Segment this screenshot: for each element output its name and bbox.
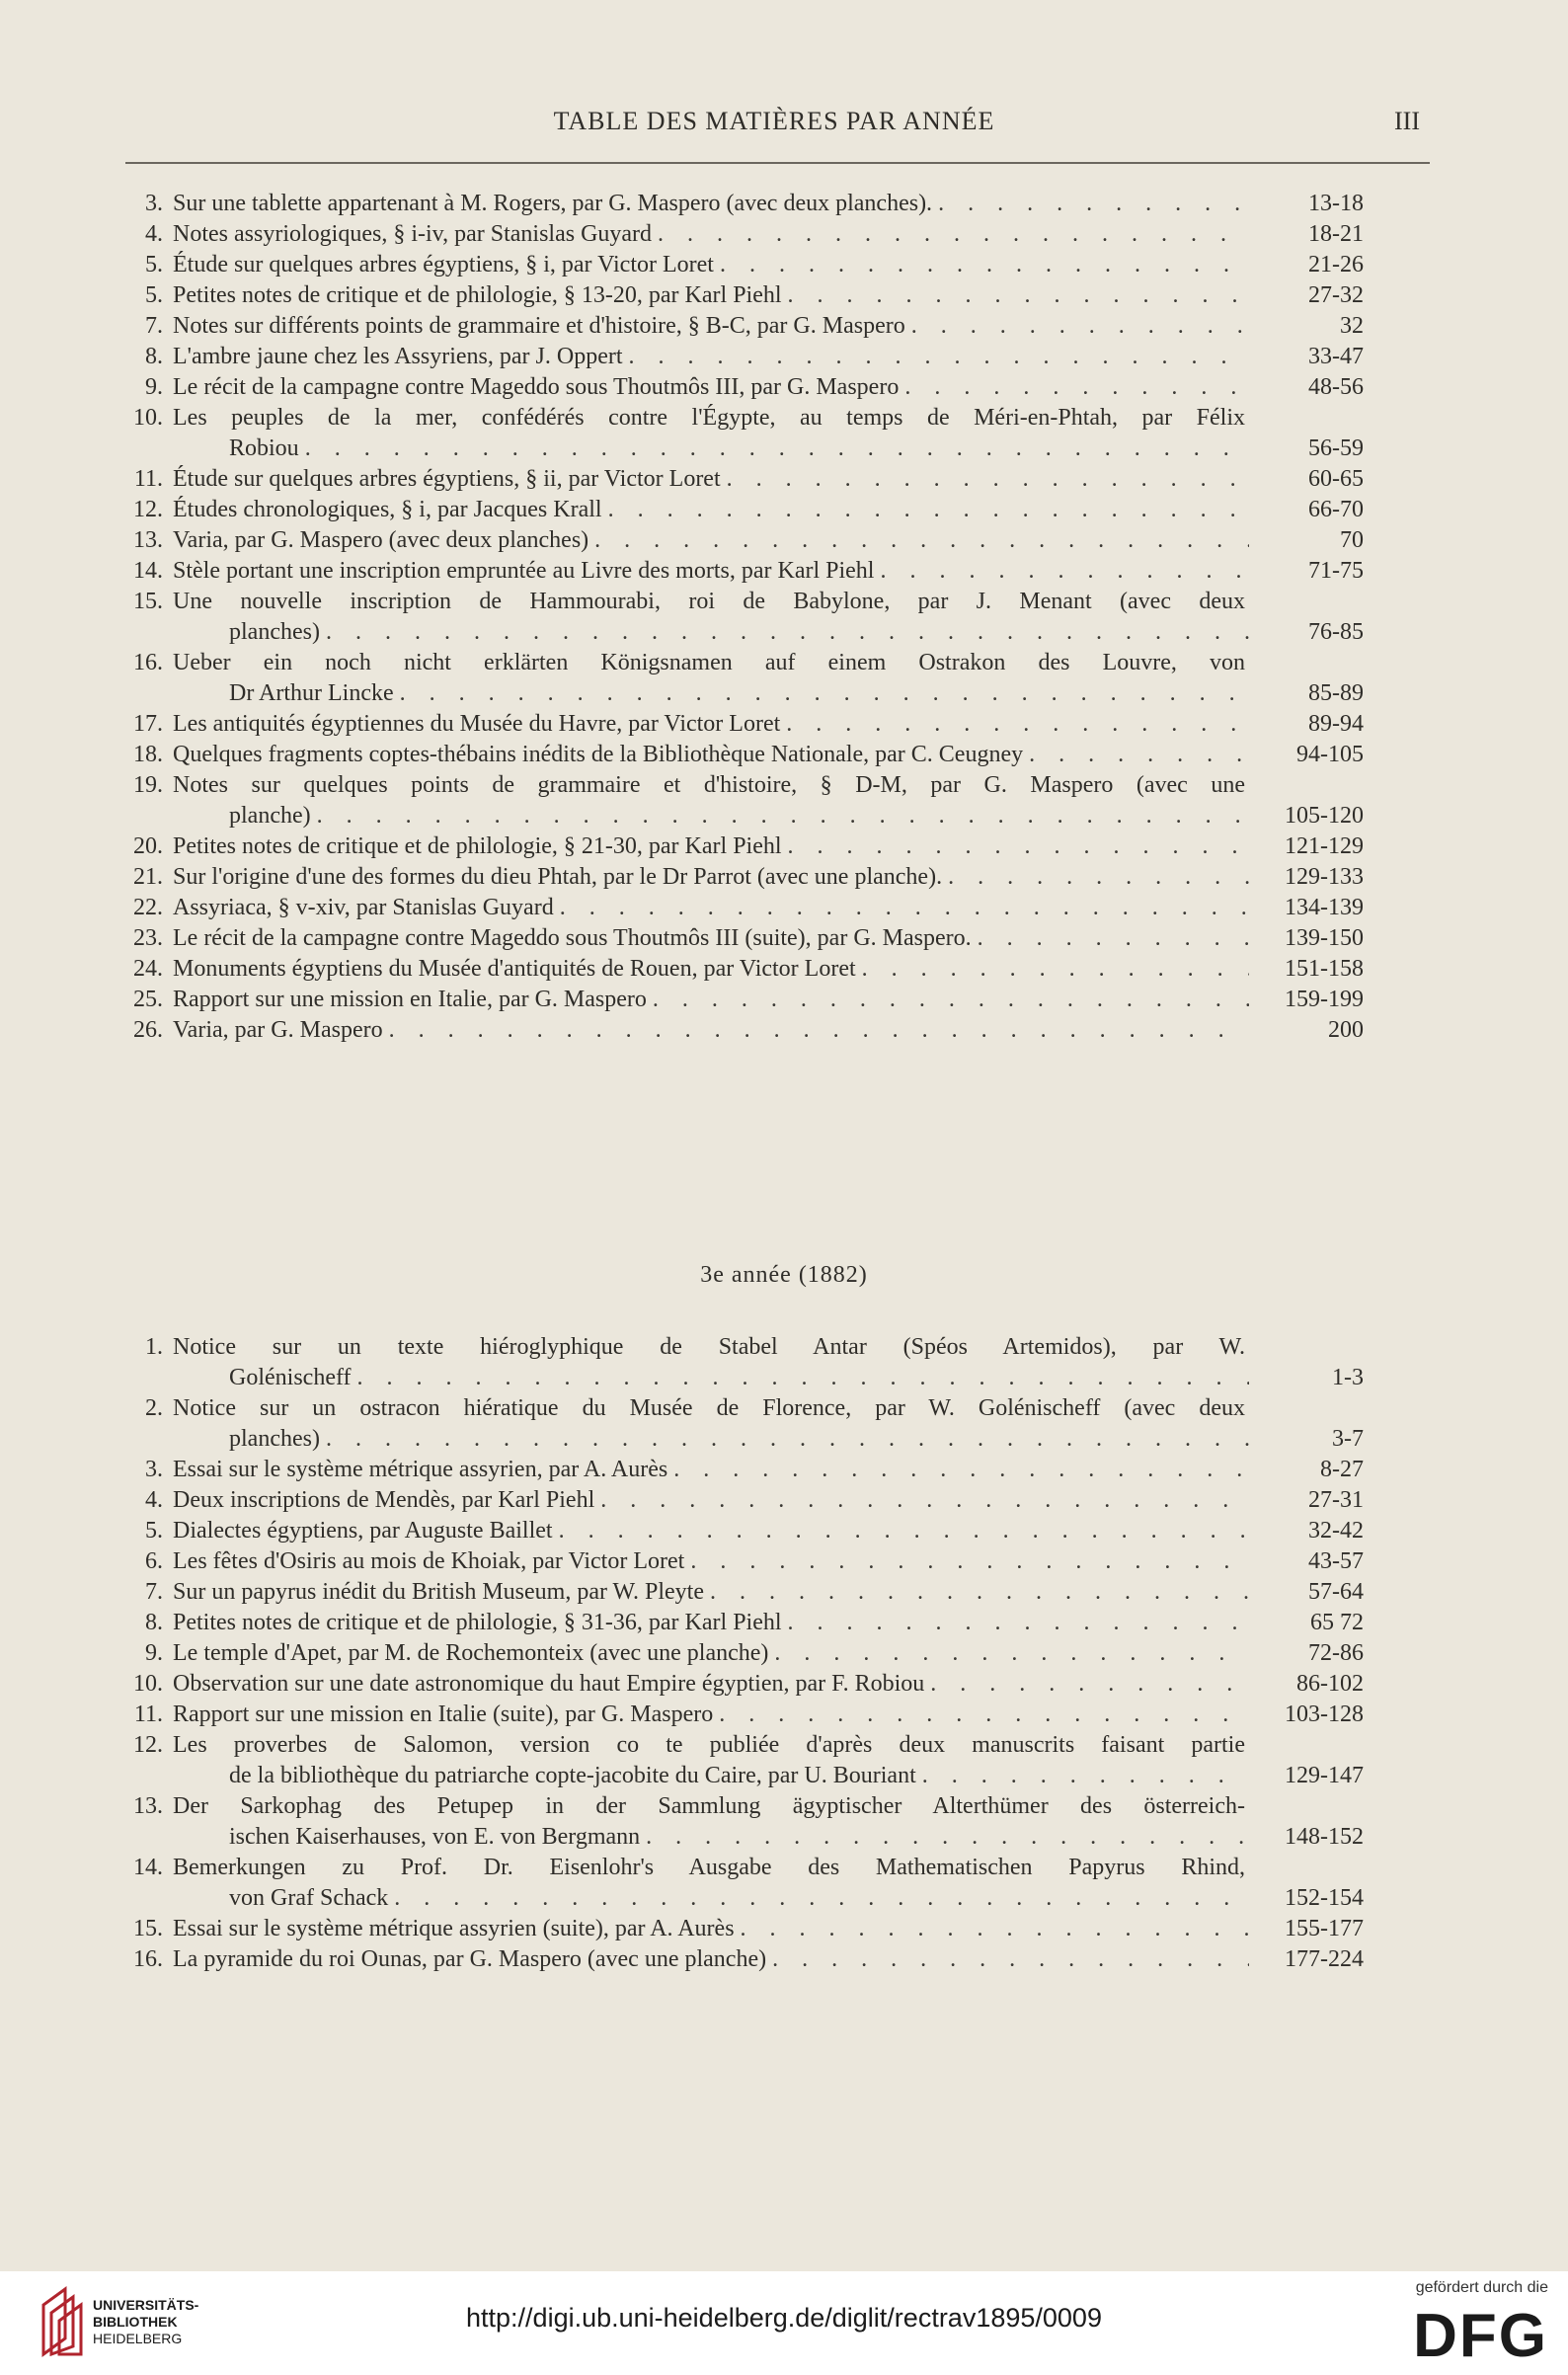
entry-pages: 18-21 [1308,221,1364,247]
entry-title: Deux inscriptions de Mendès, par Karl Piehl [173,1487,595,1513]
entry-number: 2. [145,1395,163,1421]
header-page-number: III [1394,107,1420,135]
dot-leader [658,219,1249,250]
entry-number: 16. [133,650,163,675]
entry-title: Sur une tablette appartenant à M. Rogers, par G. Maspero (avec deux planches). [173,191,933,216]
entry-number: 10. [133,405,163,431]
entry-number: 13. [133,527,163,553]
entry-number: 11. [133,466,163,492]
dot-leader [774,1638,1249,1669]
funded-by-label: gefördert durch die [1415,2279,1548,2296]
toc-entry [123,1577,1364,1608]
entry-title: Les fêtes d'Osiris au mois de Khoiak, par Victor Loret [173,1548,685,1574]
dot-leader [317,801,1249,831]
entry-number: 12. [133,1732,163,1758]
entry-number: 21. [133,864,163,890]
entry-pages: 71-75 [1308,558,1364,584]
entry-title: Petites notes de critique et de philologie, § 21-30, par Karl Piehl [173,833,782,859]
dot-leader [608,495,1249,525]
dot-leader [930,1669,1249,1700]
entry-title: Varia, par G. Maspero [173,1017,383,1043]
entry-number: 5. [145,1518,163,1544]
entry-number: 4. [145,221,163,247]
dot-leader [788,1608,1249,1638]
entry-pages: 89-94 [1308,711,1364,737]
dot-leader [394,1883,1249,1914]
entry-number: 17. [133,711,163,737]
entry-pages: 148-152 [1285,1824,1364,1850]
entry-number: 7. [145,313,163,339]
entry-pages: 105-120 [1285,803,1364,829]
entry-pages: 32 [1340,313,1364,339]
toc-entry [123,1393,1364,1455]
entry-pages: 60-65 [1308,466,1364,492]
entry-number: 8. [145,344,163,369]
toc-entry [123,1455,1364,1485]
entry-pages: 57-64 [1308,1579,1364,1605]
dot-leader [560,893,1249,923]
entry-title: Rapport sur une mission en Italie, par G. Maspero [173,987,647,1012]
toc-entry [123,923,1364,954]
dot-leader [400,678,1249,709]
entry-number: 26. [133,1017,163,1043]
entry-title: Dialectes égyptiens, par Auguste Baillet [173,1518,553,1544]
entry-title: Petites notes de critique et de philologie, § 13-20, par Karl Piehl [173,282,782,308]
entry-pages: 76-85 [1308,619,1364,645]
entry-title: Varia, par G. Maspero (avec deux planches) [173,527,589,553]
toc-entry [123,1516,1364,1546]
dot-leader [948,862,1249,893]
entry-pages: 1-3 [1332,1365,1364,1390]
entry-number: 6. [145,1548,163,1574]
entry-number: 23. [133,925,163,951]
entry-title: Notice sur un texte hiéroglyphique de Stabel Antar (Spéos Artemidos), par W. [173,1334,1245,1360]
entry-pages: 200 [1328,1017,1364,1043]
dot-leader [673,1455,1249,1485]
dot-leader [559,1516,1249,1546]
toc-entry [123,1332,1364,1393]
entry-pages: 129-133 [1285,864,1364,890]
source-url-link[interactable]: http://digi.ub.uni-heidelberg.de/diglit/rectrav1895/0009 [466,2303,1102,2333]
entry-title: ischen Kaiserhauses, von E. von Bergmann [229,1824,641,1850]
toc-entry [123,280,1364,311]
entry-title: Le récit de la campagne contre Mageddo sous Thoutmôs III, par G. Maspero [173,374,900,400]
entry-title: Dr Arthur Lincke [229,680,394,706]
dot-leader [788,280,1249,311]
dot-leader [1029,740,1249,770]
entry-number: 3. [145,1457,163,1482]
entry-title: von Graf Schack [229,1885,389,1911]
toc-entry [123,219,1364,250]
entry-title: Notes sur quelques points de grammaire et d'histoire, § D-M, par G. Maspero (avec une [173,772,1245,798]
toc-entry [123,1853,1364,1914]
dot-leader [719,1700,1249,1730]
toc-entry [123,525,1364,556]
dot-leader [862,954,1249,985]
entry-number: 5. [145,282,163,308]
entry-title: Golénischeff [229,1365,352,1390]
toc-entry [123,311,1364,342]
entry-pages: 27-31 [1308,1487,1364,1513]
dot-leader [653,985,1249,1015]
dot-leader [720,250,1249,280]
toc-entry [123,1669,1364,1700]
toc-entry [123,1608,1364,1638]
entry-number: 14. [133,558,163,584]
entry-title: L'ambre jaune chez les Assyriens, par J. Oppert [173,344,623,369]
entry-title: Notes sur différents points de grammaire et d'histoire, § B-C, par G. Maspero [173,313,905,339]
entry-pages: 72-86 [1308,1640,1364,1666]
dot-leader [904,372,1249,403]
entry-number: 20. [133,833,163,859]
toc-entry [123,985,1364,1015]
entry-number: 13. [133,1793,163,1819]
entry-pages: 152-154 [1285,1885,1364,1911]
toc-entry [123,1944,1364,1975]
entry-title: Une nouvelle inscription de Hammourabi, roi de Babylone, par J. Menant (avec deux [173,589,1245,614]
entry-pages: 32-42 [1308,1518,1364,1544]
toc-section-1 [123,189,1364,1046]
entry-pages: 94-105 [1296,742,1364,767]
dot-leader [978,923,1249,954]
dot-leader [326,1424,1249,1455]
toc-entry [123,495,1364,525]
dot-leader [772,1944,1249,1975]
toc-entry [123,403,1364,464]
dot-leader [326,617,1249,648]
entry-number: 5. [145,252,163,277]
library-name: UNIVERSITÄTS- BIBLIOTHEK HEIDELBERG [93,2297,199,2346]
entry-pages: 155-177 [1285,1916,1364,1941]
entry-pages: 48-56 [1308,374,1364,400]
dot-leader [646,1822,1249,1853]
entry-number: 8. [145,1610,163,1635]
toc-entry [123,1730,1364,1791]
toc-entry [123,1914,1364,1944]
entry-number: 3. [145,191,163,216]
entry-pages: 33-47 [1308,344,1364,369]
entry-title: Ueber ein noch nicht erklärten Königsnamen auf einem Ostrakon des Louvre, von [173,650,1245,675]
entry-title: Le temple d'Apet, par M. de Rochemonteix (avec une planche) [173,1640,769,1666]
toc-entry [123,556,1364,587]
digitization-footer [0,2271,1568,2375]
entry-title: Notes assyriologiques, § i-iv, par Stanislas Guyard [173,221,653,247]
entry-pages: 3-7 [1332,1426,1364,1452]
entry-pages: 21-26 [1308,252,1364,277]
section-title-3e-annee: 3e année (1882) [700,1262,868,1288]
entry-number: 9. [145,374,163,400]
toc-entry [123,1485,1364,1516]
entry-title: planches) [229,619,320,645]
entry-title: Bemerkungen zu Prof. Dr. Eisenlohr's Ausgabe des Mathematischen Papyrus Rhind, [173,1855,1245,1880]
dot-leader [786,709,1249,740]
entry-title: planche) [229,803,311,829]
dot-leader [727,464,1249,495]
entry-title: Petites notes de critique et de philologie, § 31-36, par Karl Piehl [173,1610,782,1635]
entry-title: Observation sur une date astronomique du haut Empire égyptien, par F. Robiou [173,1671,925,1697]
toc-entry [123,1015,1364,1046]
entry-number: 14. [133,1855,163,1880]
toc-entry [123,1700,1364,1730]
entry-pages: 129-147 [1285,1763,1364,1788]
entry-title: Sur un papyrus inédit du British Museum, par W. Pleyte [173,1579,704,1605]
header-title: TABLE DES MATIÈRES PAR ANNÉE [553,107,995,135]
entry-title: Stèle portant une inscription empruntée au Livre des morts, par Karl Piehl [173,558,875,584]
entry-pages: 8-27 [1320,1457,1364,1482]
dot-leader [741,1914,1249,1944]
dot-leader [880,556,1249,587]
toc-entry [123,189,1364,219]
entry-title: Le récit de la campagne contre Mageddo sous Thoutmôs III (suite), par G. Maspero. [173,925,972,951]
entry-number: 4. [145,1487,163,1513]
entry-pages: 56-59 [1308,435,1364,461]
entry-title: Les antiquités égyptiennes du Musée du Havre, par Victor Loret [173,711,781,737]
toc-entry [123,862,1364,893]
entry-number: 24. [133,956,163,982]
toc-entry [123,342,1364,372]
entry-pages: 43-57 [1308,1548,1364,1574]
toc-entry [123,893,1364,923]
entry-pages: 159-199 [1285,987,1364,1012]
entry-title: Les proverbes de Salomon, version co te publiée d'après deux manuscrits faisant partie [173,1732,1245,1758]
entry-pages: 85-89 [1308,680,1364,706]
entry-pages: 86-102 [1296,1671,1364,1697]
toc-entry [123,709,1364,740]
entry-title: Notice sur un ostracon hiératique du Musée de Florence, par W. Golénischeff (avec deux [173,1395,1245,1421]
header-rule [125,162,1430,164]
entry-pages: 70 [1340,527,1364,553]
entry-title: Sur l'origine d'une des formes du dieu Phtah, par le Dr Parrot (avec une planche). [173,864,943,890]
toc-entry [123,464,1364,495]
entry-number: 18. [133,742,163,767]
dot-leader [938,189,1249,219]
toc-entry [123,1638,1364,1669]
entry-number: 12. [133,497,163,522]
dot-leader [594,525,1249,556]
entry-pages: 134-139 [1285,895,1364,920]
entry-pages: 13-18 [1308,191,1364,216]
entry-number: 15. [133,1916,163,1941]
entry-title: Robiou [229,435,299,461]
dot-leader [788,831,1249,862]
entry-pages: 65 72 [1310,1610,1364,1635]
entry-title: Der Sarkophag des Petupep in der Sammlung ägyptischer Alterthümer des österreich- [173,1793,1245,1819]
entry-number: 22. [133,895,163,920]
entry-number: 15. [133,589,163,614]
toc-entry [123,770,1364,831]
dot-leader [922,1761,1249,1791]
dot-leader [600,1485,1249,1516]
entry-title: Études chronologiques, § i, par Jacques Krall [173,497,602,522]
entry-title: Monuments égyptiens du Musée d'antiquités de Rouen, par Victor Loret [173,956,856,982]
entry-pages: 121-129 [1285,833,1364,859]
entry-title: La pyramide du roi Ounas, par G. Maspero (avec une planche) [173,1946,767,1972]
entry-number: 11. [133,1702,163,1727]
dot-leader [629,342,1249,372]
dot-leader [305,434,1249,464]
entry-title: Essai sur le système métrique assyrien (suite), par A. Aurès [173,1916,735,1941]
entry-title: planches) [229,1426,320,1452]
entry-pages: 27-32 [1308,282,1364,308]
entry-number: 16. [133,1946,163,1972]
entry-pages: 103-128 [1285,1702,1364,1727]
entry-number: 25. [133,987,163,1012]
dot-leader [690,1546,1249,1577]
entry-number: 10. [133,1671,163,1697]
toc-entry [123,1791,1364,1853]
entry-number: 9. [145,1640,163,1666]
entry-title: Étude sur quelques arbres égyptiens, § ii, par Victor Loret [173,466,721,492]
entry-pages: 151-158 [1285,956,1364,982]
entry-title: Les peuples de la mer, confédérés contre l'Égypte, au temps de Méri-en-Phtah, par Félix [173,405,1245,431]
entry-pages: 177-224 [1285,1946,1364,1972]
toc-entry [123,740,1364,770]
dfg-logo: DFG [1413,2302,1548,2370]
toc-entry [123,648,1364,709]
entry-title: Étude sur quelques arbres égyptiens, § i, par Victor Loret [173,252,714,277]
entry-pages: 66-70 [1308,497,1364,522]
entry-title: Quelques fragments coptes-thébains inédits de la Bibliothèque Nationale, par C. Ceugney [173,742,1024,767]
entry-title: de la bibliothèque du patriarche copte-jacobite du Caire, par U. Bouriant [229,1763,916,1788]
running-header [128,107,1420,146]
entry-number: 7. [145,1579,163,1605]
entry-pages: 139-150 [1285,925,1364,951]
dot-leader [710,1577,1249,1608]
toc-entry [123,250,1364,280]
dot-leader [911,311,1249,342]
toc-section-2 [123,1332,1364,1975]
toc-entry [123,587,1364,648]
toc-entry [123,1546,1364,1577]
dot-leader [389,1015,1249,1046]
entry-number: 19. [133,772,163,798]
toc-entry [123,372,1364,403]
entry-title: Rapport sur une mission en Italie (suite), par G. Maspero [173,1702,714,1727]
toc-entry [123,831,1364,862]
entry-number: 1. [145,1334,163,1360]
entry-title: Assyriaca, § v-xiv, par Stanislas Guyard [173,895,554,920]
toc-entry [123,954,1364,985]
dot-leader [357,1363,1249,1393]
entry-title: Essai sur le système métrique assyrien, par A. Aurès [173,1457,668,1482]
